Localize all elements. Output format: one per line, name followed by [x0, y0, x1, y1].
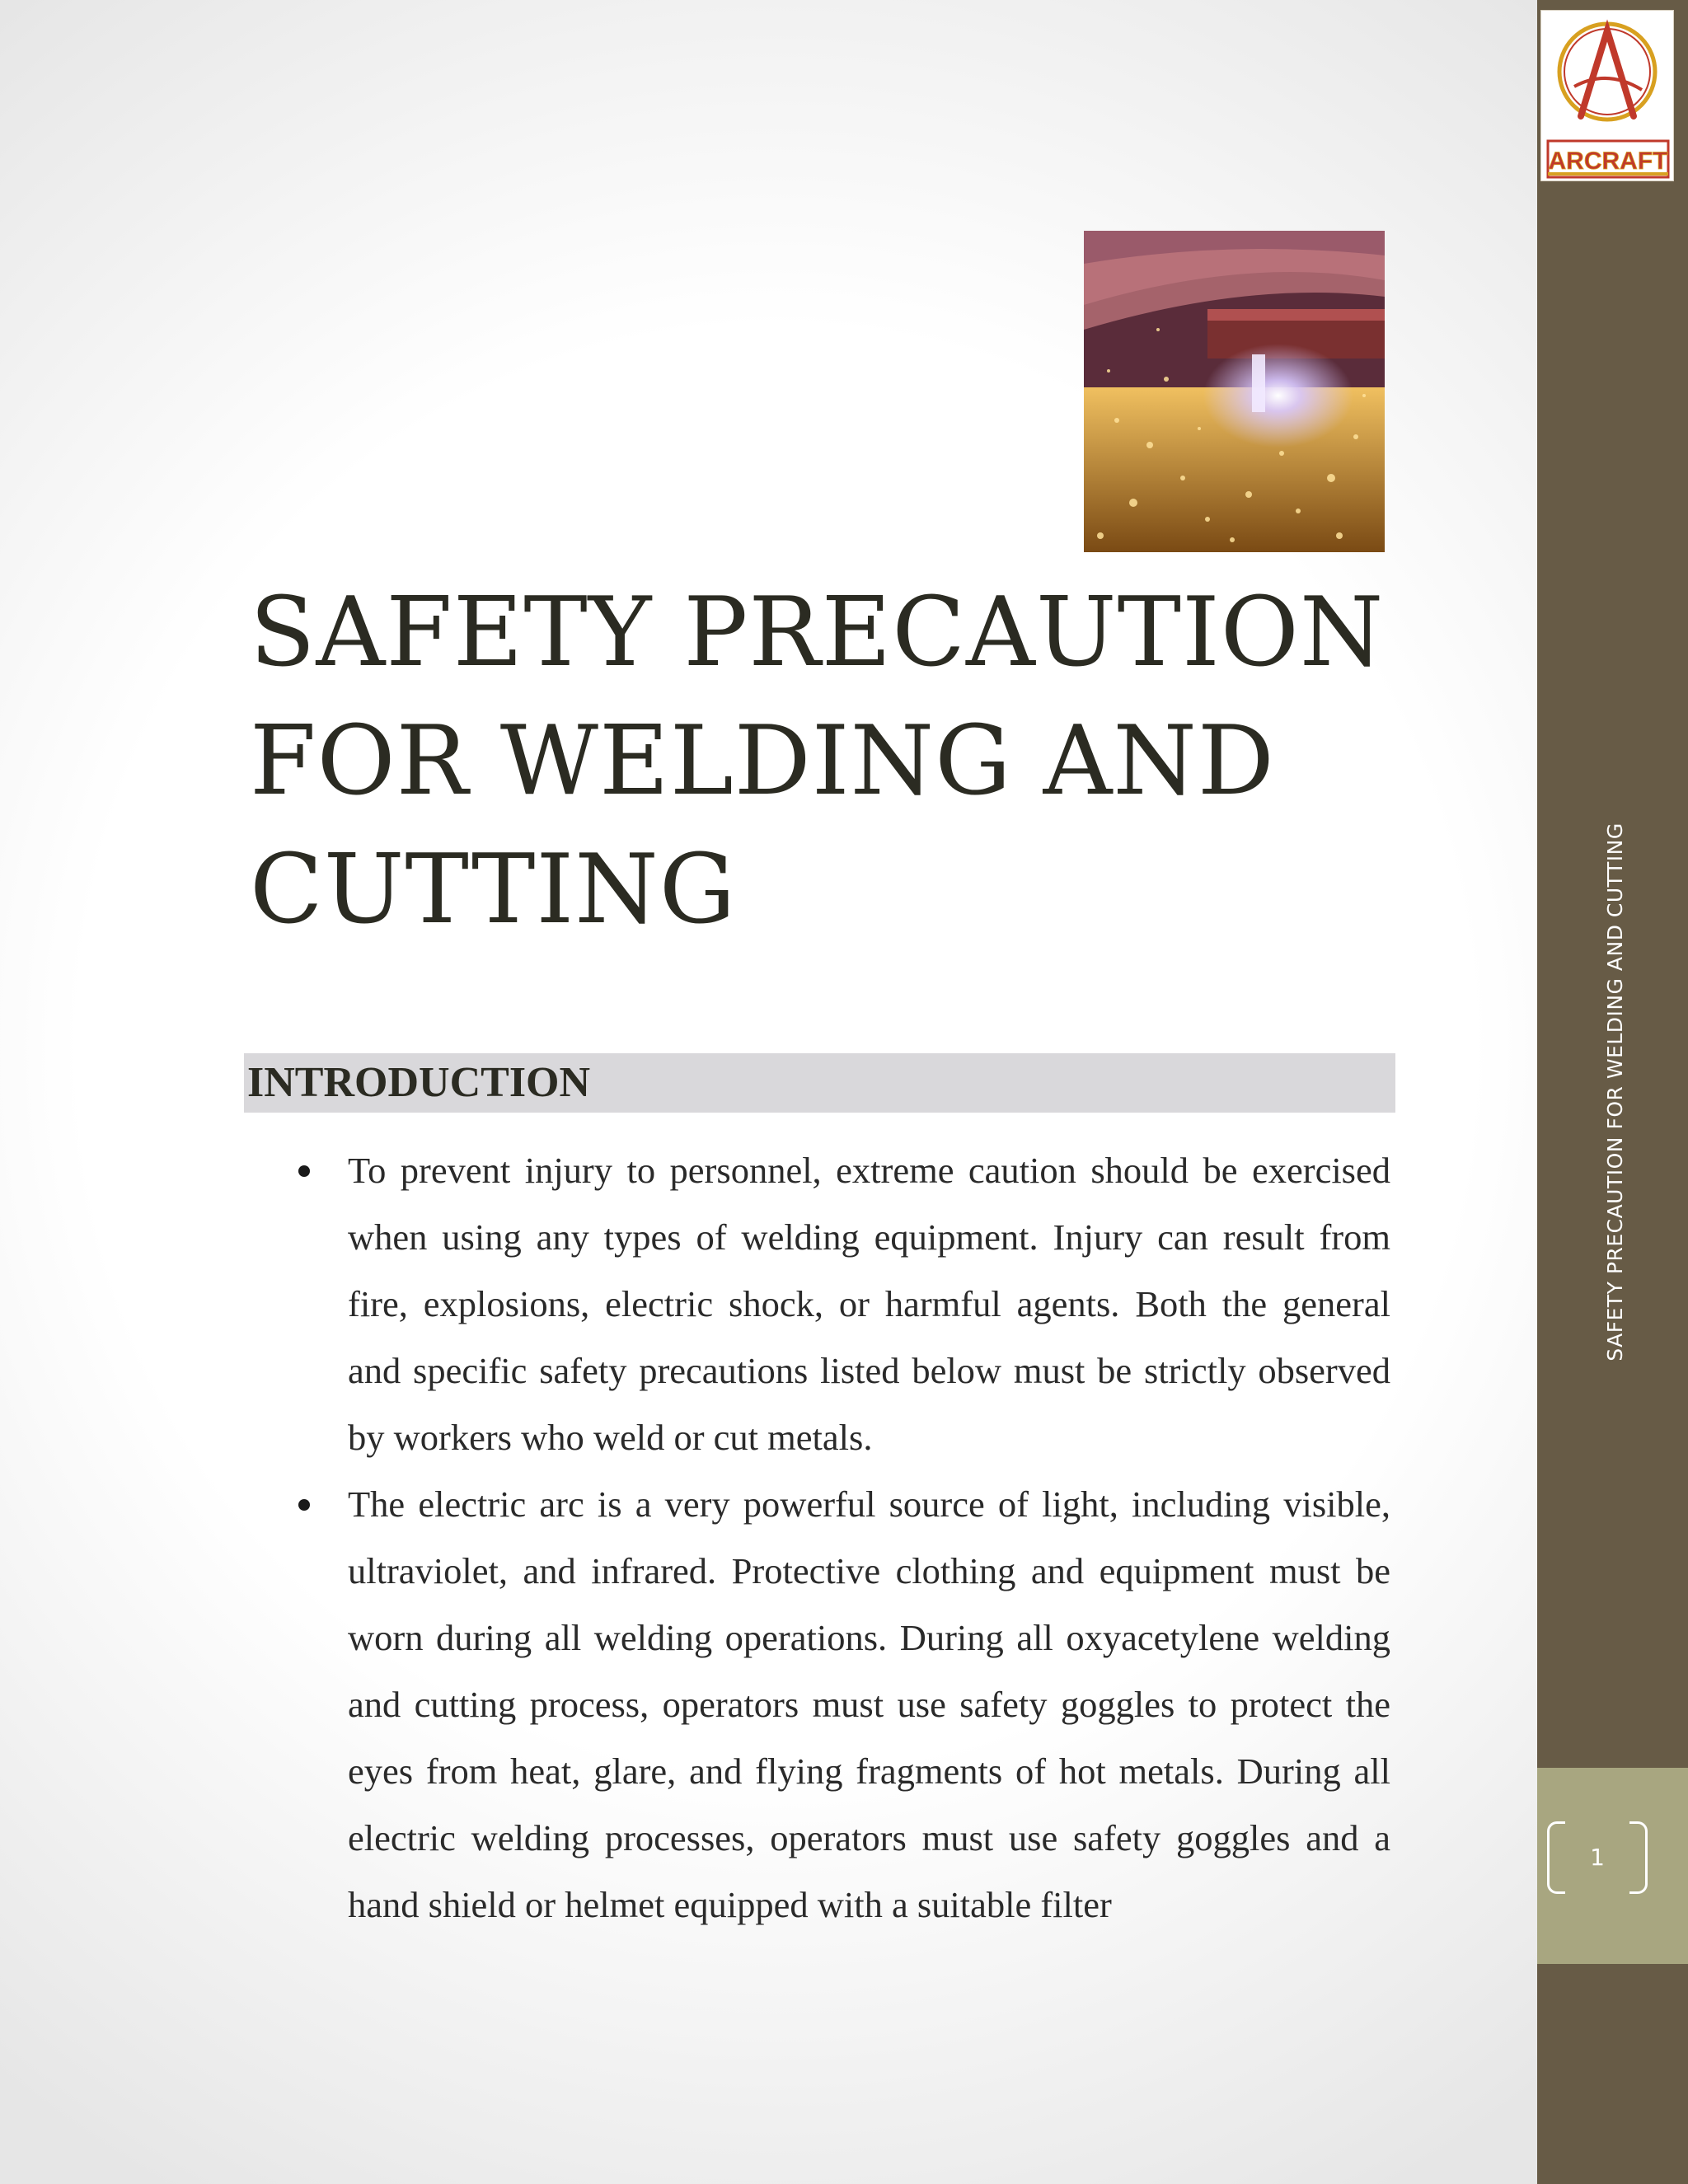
welding-sparks-photo: [1084, 231, 1385, 552]
list-item: [298, 1137, 1390, 1471]
bullet-text: To prevent injury to personnel, extreme caution should be exercised when using any types of welding equipment. Injury can result from fire, explosions, electric shock, or harmful agents. Both the general and specific safety precautions listed below must be strictly observed by workers who weld or cut metals.: [348, 1150, 1390, 1458]
bullet-icon: [298, 1499, 310, 1511]
page-number: 1: [1590, 1844, 1605, 1871]
arcraft-logo: [1540, 10, 1674, 181]
title-line-3: CUTTING: [250, 834, 737, 945]
document-title: [250, 569, 1404, 954]
introduction-bullet-list: [298, 1137, 1390, 1938]
page-number-badge: [1547, 1821, 1648, 1896]
section-heading: INTRODUCTION: [244, 1053, 1395, 1113]
logo-text: ARCRAFT: [1548, 148, 1668, 175]
bullet-icon: [298, 1165, 310, 1177]
list-item: [298, 1471, 1390, 1938]
bullet-text: The electric arc is a very powerful source of light, including visible, ultraviolet, and infrared. Protective clothing and equipment must be worn during all welding operations. During all oxyacetylene welding and cutting process, operators must use safety goggles to protect the eyes from heat, glare, and flying fragments of hot metals. During all electric welding processes, operators must use safety goggles and a hand shield or helmet equipped with a suitable filter: [348, 1483, 1390, 1925]
sidebar-vertical-title: SAFETY PRECAUTION FOR WELDING AND CUTTING: [1603, 823, 1627, 1361]
title-line-2: FOR WELDING AND: [250, 705, 1275, 817]
title-line-1: SAFETY PRECAUTION: [250, 577, 1385, 688]
